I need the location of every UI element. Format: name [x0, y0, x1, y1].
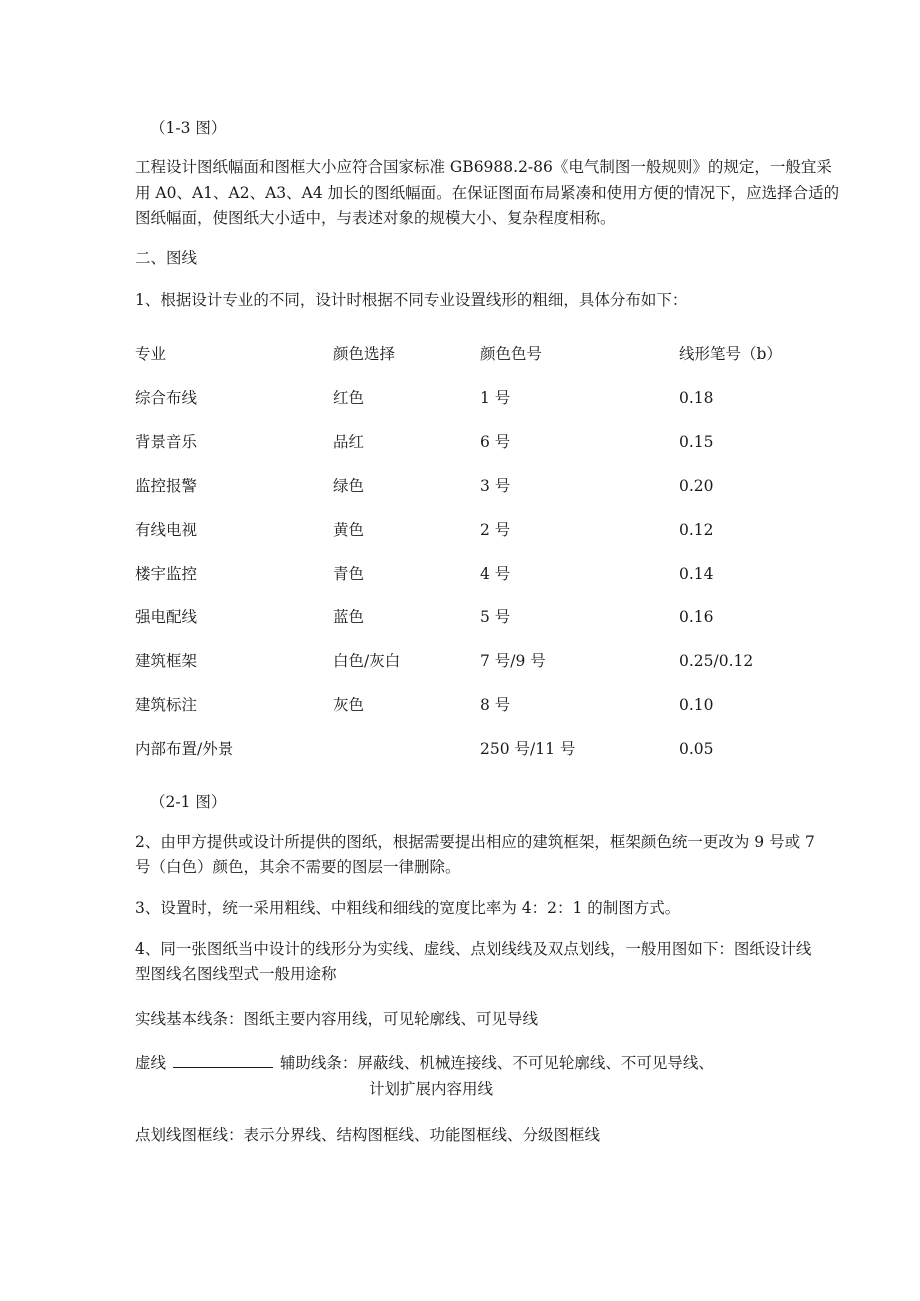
table-cell: 内部布置/外景	[135, 740, 234, 758]
table-cell: 2 号	[480, 521, 511, 539]
table-cell: 250 号/11 号	[480, 740, 576, 758]
item-4-line-1: 4、同一张图纸当中设计的线形分为实线、虚线、点划线线及双点划线，一般用图如下：图纸设计线	[135, 940, 812, 958]
table-cell: 灰色	[333, 696, 365, 714]
table-row	[135, 475, 835, 497]
table-header-row	[135, 343, 835, 365]
table-cell: 监控报警	[135, 477, 198, 495]
table-cell: 红色	[333, 389, 365, 407]
dashed-line-description	[135, 1053, 714, 1073]
item-2-line-2: 号（白色）颜色，其余不需要的图层一律删除。	[135, 858, 461, 876]
table-cell: 0.12	[679, 521, 714, 539]
dashed-line-continuation: 计划扩展内容用线	[369, 1080, 494, 1098]
table-cell: 0.25/0.12	[679, 652, 754, 670]
table-cell: 0.18	[679, 389, 714, 407]
table-cell: 综合布线	[135, 389, 198, 407]
table-cell: 白色/灰白	[333, 652, 401, 670]
table-row	[135, 387, 835, 409]
table-cell: 背景音乐	[135, 433, 198, 451]
figure-caption-2-1: （2-1 图）	[150, 793, 227, 811]
table-cell: 4 号	[480, 565, 511, 583]
table-row	[135, 738, 835, 760]
table-row	[135, 650, 835, 672]
dotdash-line-description: 点划线图框线：表示分界线、结构图框线、功能图框线、分级图框线	[135, 1126, 601, 1144]
section-heading: 二、图线	[135, 249, 198, 267]
intro-paragraph-line-1: 工程设计图纸幅面和图框大小应符合国家标准 GB6988.2-86《电气制图一般规则》的规定，一般宜采	[135, 158, 832, 176]
table-row	[135, 519, 835, 541]
intro-paragraph-line-3: 图纸幅面，使图纸大小适中，与表述对象的规模大小、复杂程度相称。	[135, 209, 616, 227]
table-cell: 黄色	[333, 521, 365, 539]
dashed-line-text: 辅助线条：屏蔽线、机械连接线、不可见轮廓线、不可见导线、	[279, 1054, 714, 1072]
dashed-line-sample	[173, 1053, 273, 1068]
table-row	[135, 563, 835, 585]
table-header-cell: 颜色色号	[480, 345, 543, 363]
table-cell: 0.14	[679, 565, 714, 583]
table-cell: 有线电视	[135, 521, 198, 539]
table-cell: 楼宇监控	[135, 565, 198, 583]
table-cell: 0.05	[679, 740, 714, 758]
table-cell: 强电配线	[135, 608, 198, 626]
table-cell: 0.20	[679, 477, 714, 495]
table-header-cell: 颜色选择	[333, 345, 396, 363]
table-cell: 蓝色	[333, 608, 365, 626]
table-row	[135, 431, 835, 453]
figure-caption-1-3: （1-3 图）	[150, 119, 227, 137]
table-header-cell: 线形笔号（b）	[679, 345, 782, 363]
table-cell: 青色	[333, 565, 365, 583]
table-cell: 建筑标注	[135, 696, 198, 714]
table-cell: 3 号	[480, 477, 511, 495]
table-cell: 5 号	[480, 608, 511, 626]
table-cell: 0.16	[679, 608, 714, 626]
table-cell: 0.15	[679, 433, 714, 451]
table-cell: 0.10	[679, 696, 714, 714]
intro-paragraph-line-2: 用 A0、A1、A2、A3、A4 加长的图纸幅面。在保证图面布局紧凑和使用方便的情况下，应选择合适的	[135, 184, 840, 202]
table-cell: 8 号	[480, 696, 511, 714]
table-cell: 绿色	[333, 477, 365, 495]
table-cell: 7 号/9 号	[480, 652, 546, 670]
table-cell: 建筑框架	[135, 652, 198, 670]
item-2-line-1: 2、由甲方提供或设计所提供的图纸，根据需要提出相应的建筑框架，框架颜色统一更改为 9 号或 7	[135, 833, 815, 851]
item-3-text: 3、设置时，统一采用粗线、中粗线和细线的宽度比率为 4：2：1 的制图方式。	[135, 899, 681, 917]
table-header-cell: 专业	[135, 345, 167, 363]
item-4-line-2: 型图线名图线型式一般用途称	[135, 965, 337, 983]
table-row	[135, 606, 835, 628]
table-cell: 品红	[333, 433, 365, 451]
item-1-text: 1、根据设计专业的不同，设计时根据不同专业设置线形的粗细，具体分布如下：	[135, 291, 688, 309]
dashed-line-name: 虚线	[135, 1054, 167, 1072]
table-cell: 1 号	[480, 389, 511, 407]
table-cell: 6 号	[480, 433, 511, 451]
table-row	[135, 694, 835, 716]
solid-line-description: 实线基本线条：图纸主要内容用线，可见轮廓线、可见导线	[135, 1010, 539, 1028]
